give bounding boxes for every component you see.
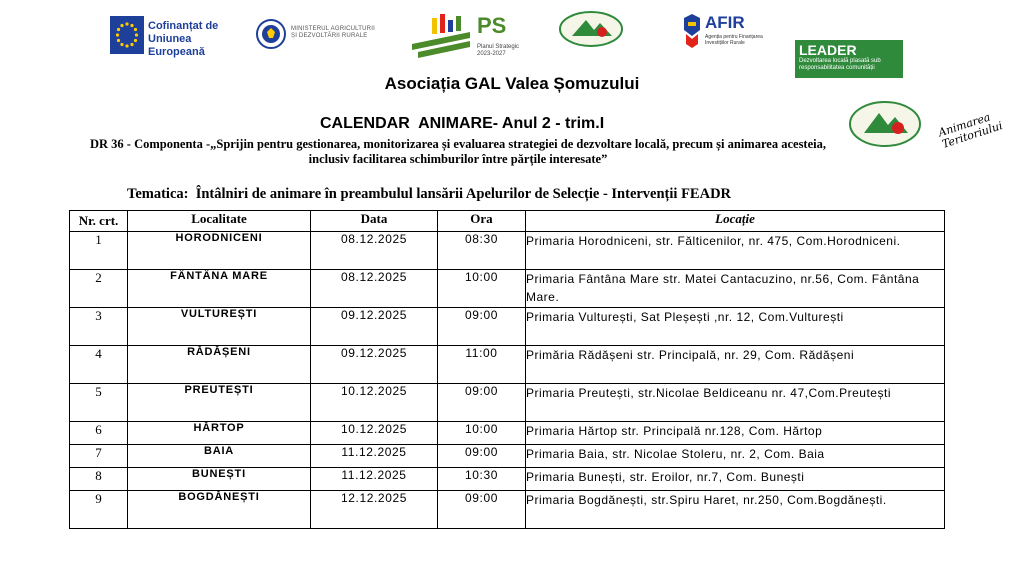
ps-logo-text: PS [477, 13, 507, 38]
row-data: 11.12.2025 [311, 468, 438, 491]
header-ora: Ora [438, 211, 526, 232]
header-data: Data [311, 211, 438, 232]
row-localitate: RĂDĂȘENI [128, 346, 311, 384]
row-ora: 10:30 [438, 468, 526, 491]
header-locatie: Locație [526, 211, 945, 232]
tematica-line: Tematica: Întâlniri de animare în preambulul lansării Apelurilor de Selecție - Intervenții FEADR [127, 186, 732, 202]
row-ora: 09:00 [438, 308, 526, 346]
row-locatie: Primaria Fântâna Mare str. Matei Cantacuzino, nr.56, Com. Fântâna Mare. [526, 270, 945, 308]
table-row [70, 468, 945, 491]
row-localitate: BOGDĂNEȘTI [128, 491, 311, 529]
calendar-title: CALENDAR ANIMARE- Anul 2 - trim.I [320, 115, 605, 132]
ps-logo-subtitle: Planul Strategic 2023-2027 [477, 44, 520, 57]
row-ora: 11:00 [438, 346, 526, 384]
table-header-row [70, 211, 945, 232]
leader-logo-title: LEADER [799, 42, 857, 58]
row-locatie: Primaria Bunești, str. Eroilor, nr.7, Com. Bunești [526, 468, 945, 491]
table-row [70, 491, 945, 529]
madr-emblem-logo [255, 18, 287, 50]
row-localitate: HORODNICENI [128, 232, 311, 270]
row-ora: 10:00 [438, 270, 526, 308]
row-localitate: BAIA [128, 445, 311, 468]
row-ora: 09:00 [438, 445, 526, 468]
row-ora: 09:00 [438, 384, 526, 422]
table-row [70, 232, 945, 270]
association-title: Asociația GAL Valea Șomuzului [384, 74, 640, 93]
header-localitate: Localitate [128, 211, 311, 232]
leader-logo-subtitle: Dezvoltarea locală plasată sub responsabilitatea comunității [799, 58, 881, 71]
gal-valea-somuzului-logo [558, 10, 624, 48]
row-locatie: Primăria Rădășeni str. Principală, nr. 29, Com. Rădășeni [526, 346, 945, 384]
row-data: 09.12.2025 [311, 308, 438, 346]
animarea-teritoriului-stamp: Animarea Teritoriului [936, 110, 1005, 151]
gal-valea-somuzului-logo-2 [848, 100, 922, 148]
animation-calendar-table [69, 210, 945, 529]
row-nr: 1 [70, 232, 128, 270]
row-locatie: Primaria Bogdănești, str.Spiru Haret, nr.250, Com.Bogdănești. [526, 491, 945, 529]
row-locatie: Primaria Vulturești, Sat Pleșești ,nr. 12, Com.Vulturești [526, 308, 945, 346]
dr-component-description: DR 36 - Componenta -„Sprijin pentru gestionarea, monitorizarea și evaluarea strategiei de dezvoltare locală, precum și animarea acesteia, inclusiv facilitarea schimburilor între părțile interesate” [89, 137, 826, 166]
row-ora: 08:30 [438, 232, 526, 270]
madr-logo-text: MINISTERUL AGRICULTURII ȘI DEZVOLTĂRII RURALE [291, 26, 375, 39]
row-locatie: Primaria Horodniceni, str. Fălticenilor, nr. 475, Com.Horodniceni. [526, 232, 945, 270]
row-nr: 2 [70, 270, 128, 308]
row-localitate: BUNEȘTI [128, 468, 311, 491]
table-row [70, 445, 945, 468]
eu-logo-text: Cofinanțat de Uniunea Europeană [148, 20, 219, 58]
row-data: 08.12.2025 [311, 232, 438, 270]
row-data: 08.12.2025 [311, 270, 438, 308]
row-nr: 8 [70, 468, 128, 491]
row-data: 10.12.2025 [311, 422, 438, 445]
table-row [70, 346, 945, 384]
row-nr: 6 [70, 422, 128, 445]
table-row [70, 308, 945, 346]
row-ora: 09:00 [438, 491, 526, 529]
row-localitate: HĂRTOP [128, 422, 311, 445]
row-nr: 9 [70, 491, 128, 529]
row-localitate: PREUTEȘTI [128, 384, 311, 422]
row-localitate: VULTUREȘTI [128, 308, 311, 346]
row-nr: 7 [70, 445, 128, 468]
eu-flag-logo [110, 16, 144, 54]
row-ora: 10:00 [438, 422, 526, 445]
row-locatie: Primaria Baia, str. Nicolae Stoleru, nr. 2, Com. Baia [526, 445, 945, 468]
row-locatie: Primaria Preutești, str.Nicolae Beldiceanu nr. 47,Com.Preutești [526, 384, 945, 422]
row-data: 10.12.2025 [311, 384, 438, 422]
afir-logo-text: AFIR [705, 13, 745, 32]
row-nr: 3 [70, 308, 128, 346]
table-row [70, 270, 945, 308]
table-row [70, 384, 945, 422]
table-row [70, 422, 945, 445]
row-data: 12.12.2025 [311, 491, 438, 529]
header-nr-crt: Nr. crt. [70, 211, 128, 232]
row-localitate: FÂNTÂNA MARE [128, 270, 311, 308]
row-data: 09.12.2025 [311, 346, 438, 384]
afir-logo-subtitle: Agenția pentru Finanțarea Investițiilor Rurale [705, 34, 763, 46]
row-nr: 5 [70, 384, 128, 422]
row-nr: 4 [70, 346, 128, 384]
row-data: 11.12.2025 [311, 445, 438, 468]
row-locatie: Primaria Hărtop str. Principală nr.128, Com. Hărtop [526, 422, 945, 445]
